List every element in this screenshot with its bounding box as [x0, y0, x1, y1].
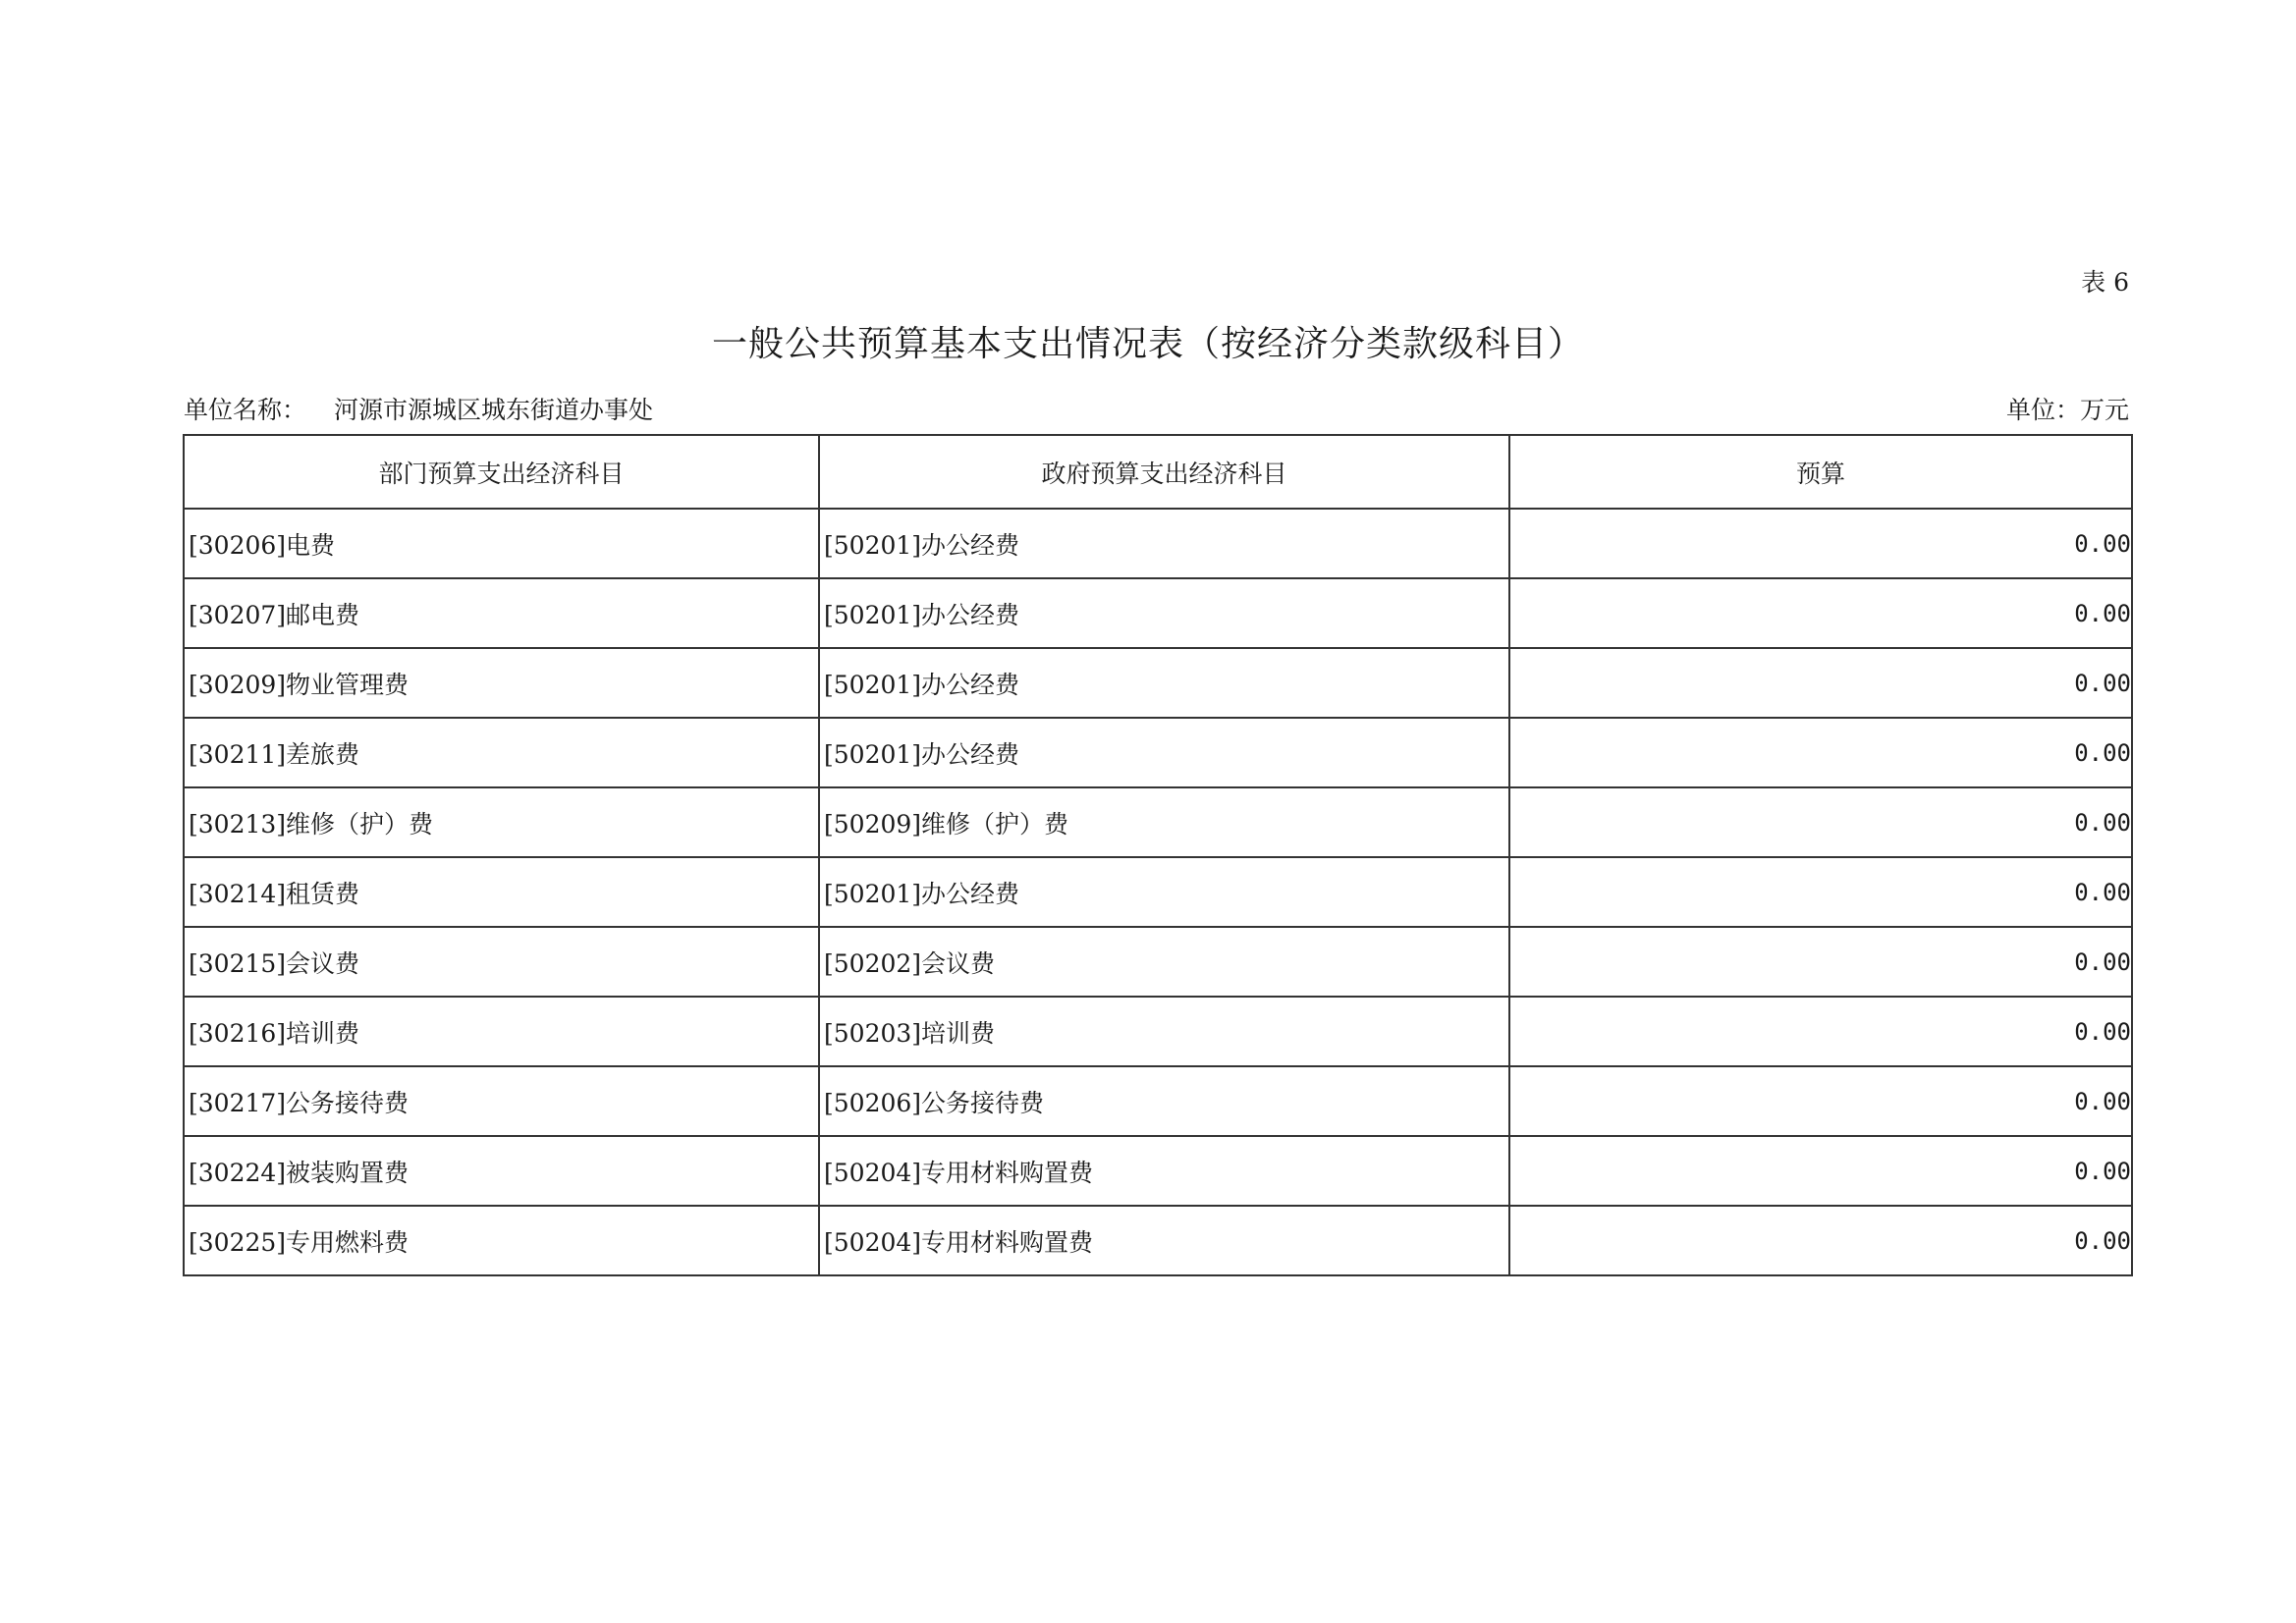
- budget-cell: 0.00: [1509, 648, 2132, 718]
- header-dept-subject: 部门预算支出经济科目: [184, 435, 819, 509]
- dept-subject-cell: [30215]会议费: [184, 927, 819, 997]
- header-gov-subject: 政府预算支出经济科目: [819, 435, 1509, 509]
- dept-subject-cell: [30213]维修（护）费: [184, 787, 819, 857]
- budget-cell: 0.00: [1509, 718, 2132, 787]
- table-row: [184, 1066, 2132, 1136]
- table-row: [184, 787, 2132, 857]
- dept-subject-cell: [30211]差旅费: [184, 718, 819, 787]
- gov-subject-cell: [50202]会议费: [819, 927, 1509, 997]
- table-row: [184, 997, 2132, 1066]
- table-row: [184, 857, 2132, 927]
- gov-subject-cell: [50201]办公经费: [819, 857, 1509, 927]
- table-header-row: [184, 435, 2132, 509]
- gov-subject-cell: [50204]专用材料购置费: [819, 1206, 1509, 1275]
- budget-cell: 0.00: [1509, 578, 2132, 648]
- budget-cell: 0.00: [1509, 1066, 2132, 1136]
- budget-cell: 0.00: [1509, 927, 2132, 997]
- gov-subject-cell: [50204]专用材料购置费: [819, 1136, 1509, 1206]
- unit-name-group: [184, 391, 653, 426]
- dept-subject-cell: [30217]公务接待费: [184, 1066, 819, 1136]
- table-row: [184, 509, 2132, 578]
- dept-subject-cell: [30216]培训费: [184, 997, 819, 1066]
- gov-subject-cell: [50206]公务接待费: [819, 1066, 1509, 1136]
- header-budget: 预算: [1509, 435, 2132, 509]
- budget-cell: 0.00: [1509, 857, 2132, 927]
- unit-info-row: [184, 391, 2129, 426]
- dept-subject-cell: [30214]租赁费: [184, 857, 819, 927]
- dept-subject-cell: [30225]专用燃料费: [184, 1206, 819, 1275]
- table-number: 表 6: [2081, 268, 2129, 297]
- budget-cell: 0.00: [1509, 509, 2132, 578]
- table-row: [184, 1136, 2132, 1206]
- dept-subject-cell: [30224]被装购置费: [184, 1136, 819, 1206]
- budget-cell: 0.00: [1509, 1206, 2132, 1275]
- gov-subject-cell: [50201]办公经费: [819, 578, 1509, 648]
- table-row: [184, 648, 2132, 718]
- gov-subject-cell: [50201]办公经费: [819, 648, 1509, 718]
- dept-subject-cell: [30209]物业管理费: [184, 648, 819, 718]
- dept-subject-cell: [30207]邮电费: [184, 578, 819, 648]
- currency-unit: 单位：万元: [2005, 396, 2129, 424]
- table-row: [184, 1206, 2132, 1275]
- gov-subject-cell: [50201]办公经费: [819, 509, 1509, 578]
- table-row: [184, 578, 2132, 648]
- unit-name-label: 单位名称：: [184, 396, 307, 424]
- budget-cell: 0.00: [1509, 997, 2132, 1066]
- dept-subject-cell: [30206]电费: [184, 509, 819, 578]
- budget-cell: 0.00: [1509, 787, 2132, 857]
- budget-table: [183, 434, 2133, 1276]
- budget-cell: 0.00: [1509, 1136, 2132, 1206]
- unit-name-value: 河源市源城区城东街道办事处: [334, 396, 654, 424]
- table-row: [184, 927, 2132, 997]
- gov-subject-cell: [50201]办公经费: [819, 718, 1509, 787]
- table-row: [184, 718, 2132, 787]
- gov-subject-cell: [50203]培训费: [819, 997, 1509, 1066]
- gov-subject-cell: [50209]维修（护）费: [819, 787, 1509, 857]
- page-title: 一般公共预算基本支出情况表（按经济分类款级科目）: [711, 324, 1584, 364]
